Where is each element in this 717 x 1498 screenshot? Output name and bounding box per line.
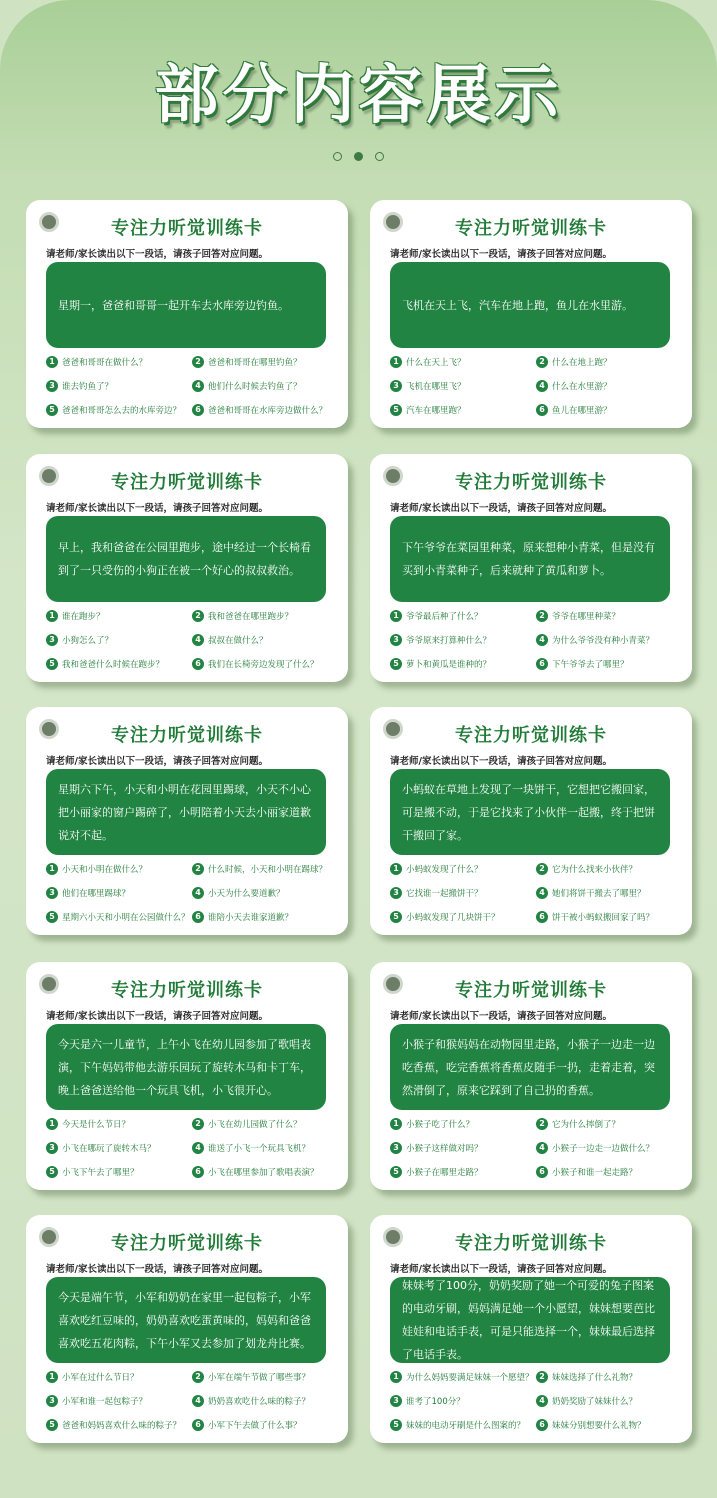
- question-item: [46, 1164, 192, 1180]
- question-text: 鱼儿在哪里游？: [552, 406, 612, 416]
- question-number-badge: 2: [192, 1371, 204, 1383]
- question-text: 小蚂蚁发现了什么？: [406, 865, 483, 875]
- question-text: 它找谁一起搬饼干？: [406, 889, 483, 899]
- card-passage-text: 今天是六一儿童节，上午小飞在幼儿园参加了歌唱表演，下午妈妈带他去游乐园玩了旋转木马和卡丁车，晚上爸爸送给他一个玩具飞机，小飞很开心。: [58, 1037, 311, 1097]
- question-number-badge: 1: [390, 610, 402, 622]
- question-text: 我们在长椅旁边发现了什么？: [208, 660, 319, 670]
- question-text: 她们将饼干搬去了哪里？: [552, 889, 646, 899]
- question-item: [46, 1417, 192, 1433]
- question-item: [390, 1417, 536, 1433]
- question-item: [46, 608, 192, 624]
- question-number-badge: 4: [536, 1142, 548, 1154]
- question-item: [192, 1116, 336, 1132]
- question-item: [46, 909, 192, 925]
- question-text: 奶奶喜欢吃什么味的粽子？: [208, 1397, 311, 1407]
- question-list: [46, 861, 336, 925]
- training-card: [370, 200, 692, 428]
- card-title: 专注力听觉训练卡: [111, 1233, 263, 1254]
- question-text: 我和爸爸什么时候在跑步？: [62, 660, 165, 670]
- question-text: 我和爸爸在哪里跑步？: [208, 612, 294, 622]
- question-text: 爷爷原来打算种什么？: [406, 636, 492, 646]
- card-passage: [46, 769, 326, 855]
- question-number-badge: 3: [46, 634, 58, 646]
- question-number-badge: 4: [536, 887, 548, 899]
- question-item: [46, 861, 192, 877]
- question-item: [390, 1116, 536, 1132]
- question-text: 下午爷爷去了哪里？: [552, 660, 629, 670]
- question-text: 什么在地上跑？: [552, 358, 612, 368]
- card-title: 专注力听觉训练卡: [111, 725, 263, 746]
- card-instruction: 请老师/家长读出以下一段话，请孩子回答对应问题。: [390, 249, 612, 260]
- question-number-badge: 4: [192, 634, 204, 646]
- question-text: 小猴子在哪里走路？: [406, 1168, 483, 1178]
- question-item: [390, 861, 536, 877]
- question-number-badge: 3: [46, 380, 58, 392]
- question-number-badge: 1: [46, 863, 58, 875]
- question-item: [536, 656, 680, 672]
- question-text: 小天和小明在做什么？: [62, 865, 148, 875]
- card-passage: [390, 769, 670, 855]
- card-passage-text: 今天是端午节，小军和奶奶在家里一起包粽子，小军喜欢吃红豆味的，奶奶喜欢吃蛋黄味的，妈妈和爸爸喜欢吃五花肉粽，下午小军又去参加了划龙舟比赛。: [58, 1290, 311, 1350]
- question-item: [536, 1417, 680, 1433]
- question-number-badge: 6: [192, 911, 204, 923]
- card-title: 专注力听觉训练卡: [111, 218, 263, 239]
- training-card: [370, 454, 692, 682]
- question-text: 星期六小天和小明在公园做什么？: [62, 913, 190, 923]
- card-title: 专注力听觉训练卡: [111, 980, 263, 1001]
- question-item: [192, 632, 336, 648]
- carousel-dot-3[interactable]: [375, 152, 384, 161]
- question-item: [536, 885, 680, 901]
- question-number-badge: 1: [46, 1118, 58, 1130]
- question-number-badge: 2: [536, 356, 548, 368]
- question-text: 汽车在哪里跑？: [406, 406, 466, 416]
- question-text: 小猴子吃了什么？: [406, 1120, 475, 1130]
- card-instruction: 请老师/家长读出以下一段话，请孩子回答对应问题。: [390, 503, 612, 514]
- training-card: [26, 1215, 348, 1443]
- question-item: [192, 378, 336, 394]
- question-number-badge: 3: [390, 1395, 402, 1407]
- question-text: 叔叔在做什么？: [208, 636, 268, 646]
- card-instruction: 请老师/家长读出以下一段话，请孩子回答对应问题。: [46, 756, 268, 767]
- card-passage-text: 小猴子和猴妈妈在动物园里走路，小猴子一边走一边吃香蕉，吃完香蕉将香蕉皮随手一扔，走着走着，突然滑倒了，原来它踩到了自己扔的香蕉。: [402, 1037, 655, 1097]
- question-number-badge: 5: [46, 911, 58, 923]
- training-card: [26, 707, 348, 935]
- question-number-badge: 6: [192, 1419, 204, 1431]
- question-item: [390, 909, 536, 925]
- question-number-badge: 3: [390, 1142, 402, 1154]
- question-number-badge: 5: [46, 1166, 58, 1178]
- question-item: [536, 861, 680, 877]
- question-text: 为什么妈妈要满足妹妹一个愿望？: [406, 1373, 534, 1383]
- question-item: [536, 378, 680, 394]
- question-item: [192, 1393, 336, 1409]
- question-item: [536, 909, 680, 925]
- question-item: [46, 632, 192, 648]
- question-text: 爸爸和哥哥在水库旁边做什么？: [208, 406, 328, 416]
- question-item: [192, 402, 336, 418]
- question-list: [46, 354, 336, 418]
- question-text: 妹妹选择了什么礼物？: [552, 1373, 638, 1383]
- question-text: 爷爷在哪里种菜？: [552, 612, 621, 622]
- question-number-badge: 2: [192, 1118, 204, 1130]
- question-item: [46, 1116, 192, 1132]
- question-text: 妹妹的电动牙刷是什么图案的？: [406, 1421, 526, 1431]
- question-item: [46, 402, 192, 418]
- question-text: 小猴子和谁一起走路？: [552, 1168, 638, 1178]
- question-number-badge: 1: [46, 610, 58, 622]
- card-title: 专注力听觉训练卡: [455, 980, 607, 1001]
- question-number-badge: 6: [536, 1419, 548, 1431]
- question-text: 它为什么摔倒了？: [552, 1120, 621, 1130]
- question-item: [390, 885, 536, 901]
- card-instruction: 请老师/家长读出以下一段话，请孩子回答对应问题。: [46, 1011, 268, 1022]
- card-passage: [46, 262, 326, 348]
- question-number-badge: 5: [46, 1419, 58, 1431]
- question-number-badge: 4: [536, 634, 548, 646]
- question-number-badge: 6: [536, 1166, 548, 1178]
- question-text: 小猴子这样做对吗？: [406, 1144, 483, 1154]
- training-card: [26, 454, 348, 682]
- question-item: [390, 378, 536, 394]
- question-number-badge: 4: [192, 1142, 204, 1154]
- question-text: 小军和谁一起包粽子？: [62, 1397, 148, 1407]
- question-text: 谁考了100分？: [406, 1397, 465, 1407]
- question-text: 小蚂蚁发现了几块饼干？: [406, 913, 500, 923]
- question-item: [390, 1140, 536, 1156]
- card-title: 专注力听觉训练卡: [455, 218, 607, 239]
- question-number-badge: 3: [46, 1142, 58, 1154]
- question-list: [390, 608, 680, 672]
- question-number-badge: 6: [192, 1166, 204, 1178]
- question-number-badge: 4: [192, 887, 204, 899]
- card-passage-text: 星期六下午，小天和小明在花园里踢球，小天不小心把小丽家的窗户踢碎了，小明陪着小天去小丽家道歉说对不起。: [58, 782, 311, 842]
- training-card: [26, 962, 348, 1190]
- training-card: [370, 962, 692, 1190]
- question-list: [390, 861, 680, 925]
- question-item: [192, 909, 336, 925]
- question-text: 爸爸和哥哥在做什么？: [62, 358, 148, 368]
- card-passage-text: 小蚂蚁在草地上发现了一块饼干，它想把它搬回家，可是搬不动，于是它找来了小伙伴一起搬，终于把饼干搬回了家。: [402, 782, 655, 842]
- question-item: [192, 1369, 336, 1385]
- question-item: [192, 1164, 336, 1180]
- question-text: 为什么爷爷没有种小青菜？: [552, 636, 655, 646]
- carousel-dot-2[interactable]: [354, 152, 363, 161]
- question-item: [390, 354, 536, 370]
- question-item: [192, 656, 336, 672]
- question-list: [46, 1369, 336, 1433]
- question-item: [536, 1369, 680, 1385]
- card-passage-text: 早上，我和爸爸在公园里跑步，途中经过一个长椅看到了一只受伤的小狗正在被一个好心的叔叔救治。: [58, 541, 311, 577]
- question-number-badge: 2: [536, 1371, 548, 1383]
- question-number-badge: 2: [536, 1118, 548, 1130]
- question-item: [46, 1393, 192, 1409]
- question-text: 爸爸和哥哥怎么去的水库旁边？: [62, 406, 182, 416]
- question-item: [536, 1393, 680, 1409]
- question-item: [536, 402, 680, 418]
- question-text: 谁陪小天去谁家道歉？: [208, 913, 294, 923]
- question-number-badge: 2: [536, 863, 548, 875]
- question-text: 今天是什么节日？: [62, 1120, 131, 1130]
- question-text: 奶奶奖励了妹妹什么？: [552, 1397, 638, 1407]
- question-number-badge: 2: [192, 863, 204, 875]
- question-text: 他们什么时候去钓鱼了？: [208, 382, 302, 392]
- question-text: 小军在端午节做了哪些事？: [208, 1373, 311, 1383]
- question-item: [536, 354, 680, 370]
- question-item: [390, 1164, 536, 1180]
- question-number-badge: 6: [192, 404, 204, 416]
- question-text: 飞机在哪里飞？: [406, 382, 466, 392]
- question-number-badge: 1: [390, 1118, 402, 1130]
- question-number-badge: 6: [192, 658, 204, 670]
- card-instruction: 请老师/家长读出以下一段话，请孩子回答对应问题。: [390, 1264, 612, 1275]
- question-number-badge: 1: [46, 356, 58, 368]
- question-item: [46, 1140, 192, 1156]
- page-title: 部分内容展示: [154, 59, 563, 133]
- question-text: 小军下午去做了什么事？: [208, 1421, 302, 1431]
- question-number-badge: 3: [390, 634, 402, 646]
- question-number-badge: 4: [192, 380, 204, 392]
- question-number-badge: 5: [46, 404, 58, 416]
- question-text: 什么在水里游？: [552, 382, 612, 392]
- question-text: 萝卜和黄瓜是谁种的？: [406, 660, 492, 670]
- question-item: [46, 354, 192, 370]
- question-number-badge: 5: [390, 911, 402, 923]
- question-number-badge: 2: [192, 610, 204, 622]
- question-number-badge: 4: [536, 1395, 548, 1407]
- card-passage: [46, 1277, 326, 1363]
- question-item: [390, 608, 536, 624]
- question-number-badge: 1: [390, 863, 402, 875]
- question-number-badge: 3: [46, 887, 58, 899]
- question-item: [390, 1393, 536, 1409]
- question-item: [192, 354, 336, 370]
- question-text: 爷爷最后种了什么？: [406, 612, 483, 622]
- question-number-badge: 3: [390, 887, 402, 899]
- question-number-badge: 3: [390, 380, 402, 392]
- question-item: [390, 1369, 536, 1385]
- question-item: [192, 861, 336, 877]
- question-number-badge: 3: [46, 1395, 58, 1407]
- question-number-badge: 5: [390, 1166, 402, 1178]
- question-number-badge: 1: [390, 1371, 402, 1383]
- card-instruction: 请老师/家长读出以下一段话，请孩子回答对应问题。: [46, 503, 268, 514]
- question-item: [46, 885, 192, 901]
- card-title: 专注力听觉训练卡: [455, 1233, 607, 1254]
- question-text: 小飞在幼儿园做了什么？: [208, 1120, 302, 1130]
- question-item: [536, 1140, 680, 1156]
- card-passage-text: 妹妹考了100分，奶奶奖励了她一个可爱的兔子图案的电动牙刷，妈妈满足她一个小愿望，妹妹想要芭比娃娃和电话手表，可是只能选择一个，妹妹最后选择了电话手表。: [402, 1279, 655, 1361]
- training-card: [370, 707, 692, 935]
- question-text: 谁在跑步？: [62, 612, 105, 622]
- card-title: 专注力听觉训练卡: [455, 472, 607, 493]
- question-text: 小飞在哪玩了旋转木马？: [62, 1144, 156, 1154]
- card-passage-text: 下午爷爷在菜园里种菜，原来想种小青菜，但是没有买到小青菜种子，后来就种了黄瓜和萝卜。: [402, 541, 655, 577]
- question-list: [46, 1116, 336, 1180]
- question-item: [536, 1116, 680, 1132]
- carousel-indicator[interactable]: [0, 146, 717, 165]
- question-list: [390, 1369, 680, 1433]
- question-number-badge: 1: [46, 1371, 58, 1383]
- question-text: 小军在过什么节日？: [62, 1373, 139, 1383]
- question-text: 小飞下午去了哪里？: [62, 1168, 139, 1178]
- question-text: 妹妹分别想要什么礼物？: [552, 1421, 646, 1431]
- card-passage: [46, 516, 326, 602]
- card-title: 专注力听觉训练卡: [455, 725, 607, 746]
- question-item: [192, 1140, 336, 1156]
- question-number-badge: 2: [536, 610, 548, 622]
- question-item: [46, 656, 192, 672]
- question-item: [192, 608, 336, 624]
- question-number-badge: 2: [192, 356, 204, 368]
- question-text: 什么时候，小天和小明在踢球？: [208, 865, 328, 875]
- card-passage: [390, 262, 670, 348]
- question-number-badge: 5: [46, 658, 58, 670]
- question-text: 它为什么找来小伙伴？: [552, 865, 638, 875]
- question-item: [192, 1417, 336, 1433]
- question-number-badge: 5: [390, 404, 402, 416]
- question-number-badge: 4: [536, 380, 548, 392]
- question-text: 他们在哪里踢球？: [62, 889, 131, 899]
- question-item: [390, 632, 536, 648]
- question-text: 小狗怎么了？: [62, 636, 114, 646]
- question-item: [536, 632, 680, 648]
- card-instruction: 请老师/家长读出以下一段话，请孩子回答对应问题。: [46, 1264, 268, 1275]
- question-text: 小飞在哪里参加了歌唱表演？: [208, 1168, 319, 1178]
- card-passage: [390, 1024, 670, 1110]
- card-passage: [46, 1024, 326, 1110]
- question-item: [192, 885, 336, 901]
- training-card: [370, 1215, 692, 1443]
- question-text: 爸爸和妈妈喜欢什么味的粽子？: [62, 1421, 182, 1431]
- question-text: 谁去钓鱼了？: [62, 382, 114, 392]
- question-text: 小天为什么要道歉？: [208, 889, 285, 899]
- question-number-badge: 4: [192, 1395, 204, 1407]
- question-text: 爸爸和哥哥在哪里钓鱼？: [208, 358, 302, 368]
- question-number-badge: 1: [390, 356, 402, 368]
- question-item: [46, 1369, 192, 1385]
- card-title: 专注力听觉训练卡: [111, 472, 263, 493]
- card-instruction: 请老师/家长读出以下一段话，请孩子回答对应问题。: [390, 756, 612, 767]
- question-number-badge: 5: [390, 658, 402, 670]
- question-text: 饼干被小蚂蚁搬回家了吗？: [552, 913, 655, 923]
- carousel-dot-1[interactable]: [333, 152, 342, 161]
- question-item: [390, 656, 536, 672]
- question-text: 小猴子一边走一边做什么？: [552, 1144, 655, 1154]
- question-list: [46, 608, 336, 672]
- question-item: [536, 1164, 680, 1180]
- question-number-badge: 6: [536, 404, 548, 416]
- question-list: [390, 1116, 680, 1180]
- question-number-badge: 5: [390, 1419, 402, 1431]
- question-item: [390, 402, 536, 418]
- card-passage: [390, 1277, 670, 1363]
- question-number-badge: 6: [536, 911, 548, 923]
- question-text: 谁送了小飞一个玩具飞机？: [208, 1144, 311, 1154]
- card-passage-text: 飞机在天上飞，汽车在地上跑，鱼儿在水里游。: [402, 298, 633, 312]
- card-instruction: 请老师/家长读出以下一段话，请孩子回答对应问题。: [46, 249, 268, 260]
- card-passage: [390, 516, 670, 602]
- question-text: 什么在天上飞？: [406, 358, 466, 368]
- card-instruction: 请老师/家长读出以下一段话，请孩子回答对应问题。: [390, 1011, 612, 1022]
- training-card: [26, 200, 348, 428]
- question-item: [46, 378, 192, 394]
- question-item: [536, 608, 680, 624]
- question-number-badge: 6: [536, 658, 548, 670]
- card-passage-text: 星期一，爸爸和哥哥一起开车去水库旁边钓鱼。: [58, 298, 289, 312]
- question-list: [390, 354, 680, 418]
